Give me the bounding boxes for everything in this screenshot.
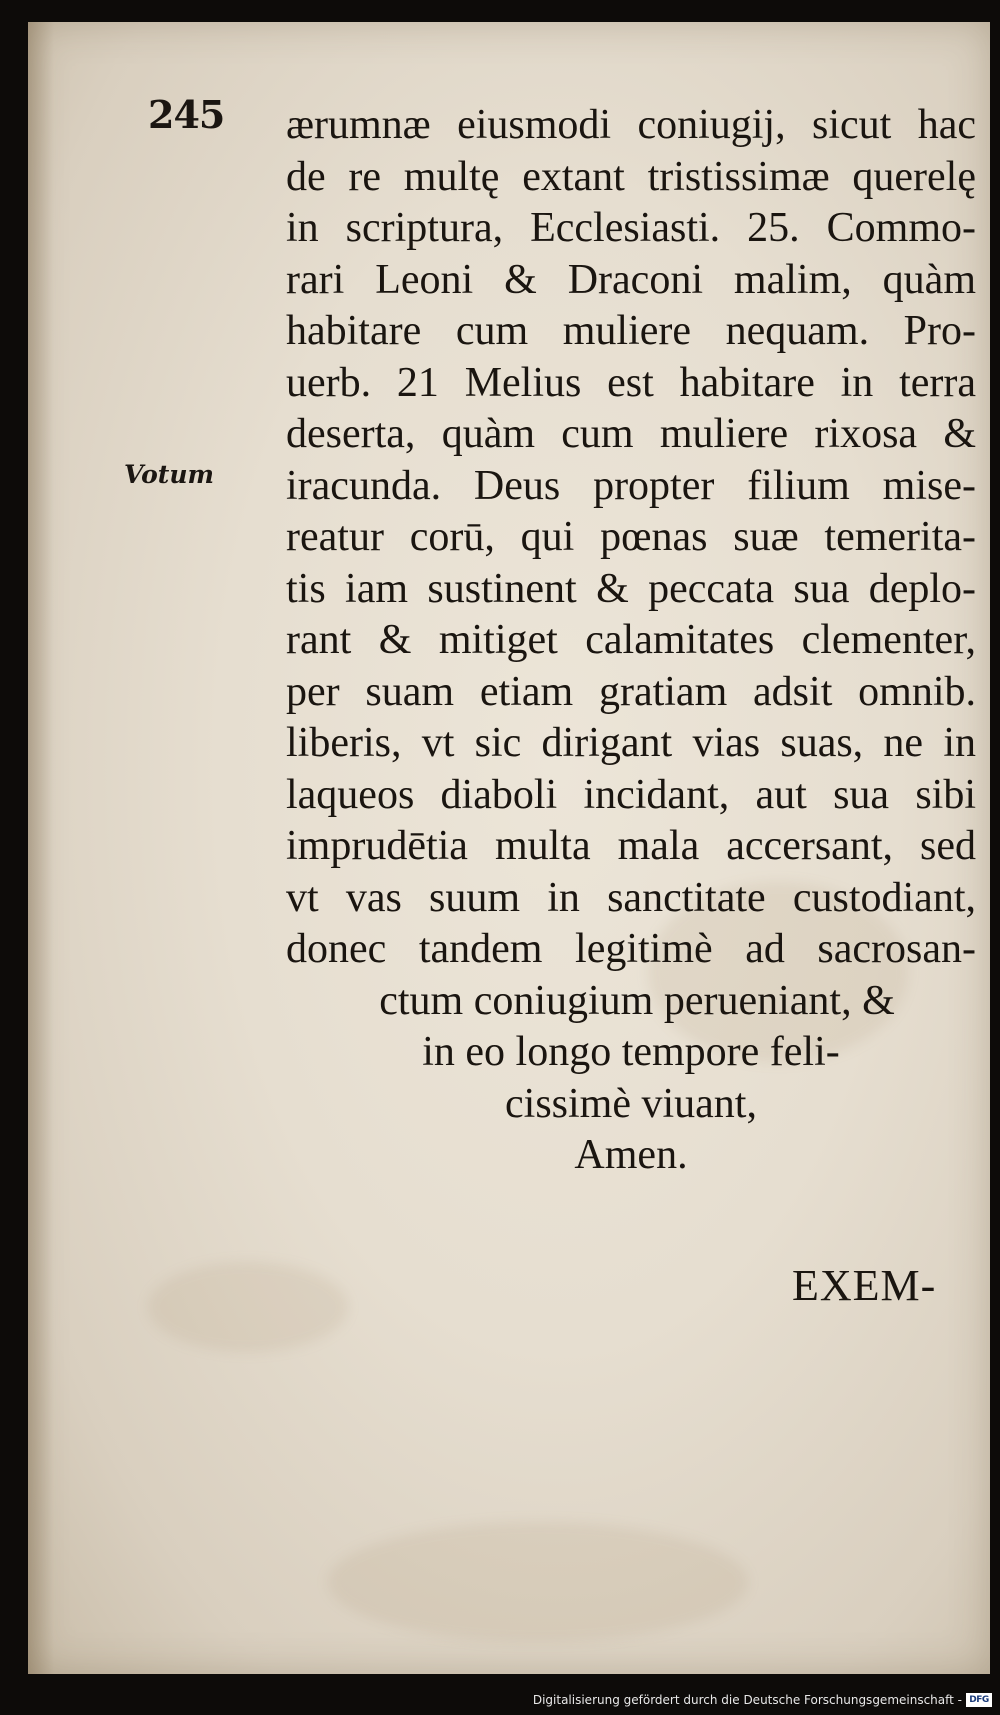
text-line: per suam etiam gratiam adsit omnib. (286, 668, 976, 715)
text-line: uerb. 21 Melius est habitare in terra (286, 359, 976, 406)
paper-stain (148, 1262, 348, 1352)
text-line: in scriptura, Ecclesiasti. 25. Commo- (286, 205, 976, 251)
text-line: reatur corū, qui pœnas suæ temerita- (286, 514, 976, 560)
credit-text: Digitalisierung gefördert durch die Deutsche Forschungsgemeinschaft - (532, 1693, 962, 1707)
body-text (286, 100, 976, 1182)
text-line: ærumnæ eiusmodi coniugij, sicut hac (286, 102, 976, 148)
digitization-credit (533, 1693, 992, 1707)
page-number: 245 (148, 92, 225, 137)
text-line: rant & mitiget calamitates clementer, (286, 617, 976, 663)
text-line: imprudētia multa mala accersant, sed (286, 823, 976, 869)
text-line: habitare cum muliere nequam. Pro- (286, 308, 976, 354)
page-gutter-shadow (28, 22, 54, 1674)
closing-line: ctum coniugium perueniant, & (379, 977, 895, 1024)
text-line: laqueos diaboli incidant, aut sua sibi (286, 771, 976, 818)
dfg-logo-icon: DFG (966, 1693, 992, 1707)
catchword: EXEM- (792, 1261, 937, 1310)
text-line: deserta, quàm cum muliere rixosa & (286, 411, 976, 457)
closing-line: Amen. (574, 1132, 688, 1178)
text-line: vt vas suum in sanctitate custodiant, (286, 874, 976, 921)
text-line: donec tandem legitimè ad sacrosan- (286, 926, 976, 972)
book-page (28, 22, 990, 1674)
closing-line: in eo longo tempore feli- (422, 1029, 840, 1075)
paper-stain (328, 1522, 748, 1642)
marginal-note: Votum (124, 460, 214, 489)
text-line: rari Leoni & Draconi malim, quàm (286, 256, 976, 303)
text-line: liberis, vt sic dirigant vias suas, ne in (286, 720, 976, 766)
text-line: iracunda. Deus propter filium mise- (286, 462, 976, 509)
closing-line: cissimè viuant, (505, 1080, 757, 1127)
text-line: de re multę extant tristissimæ querelę (286, 153, 976, 200)
text-line: tis iam sustinent & peccata sua deplo- (286, 565, 976, 612)
